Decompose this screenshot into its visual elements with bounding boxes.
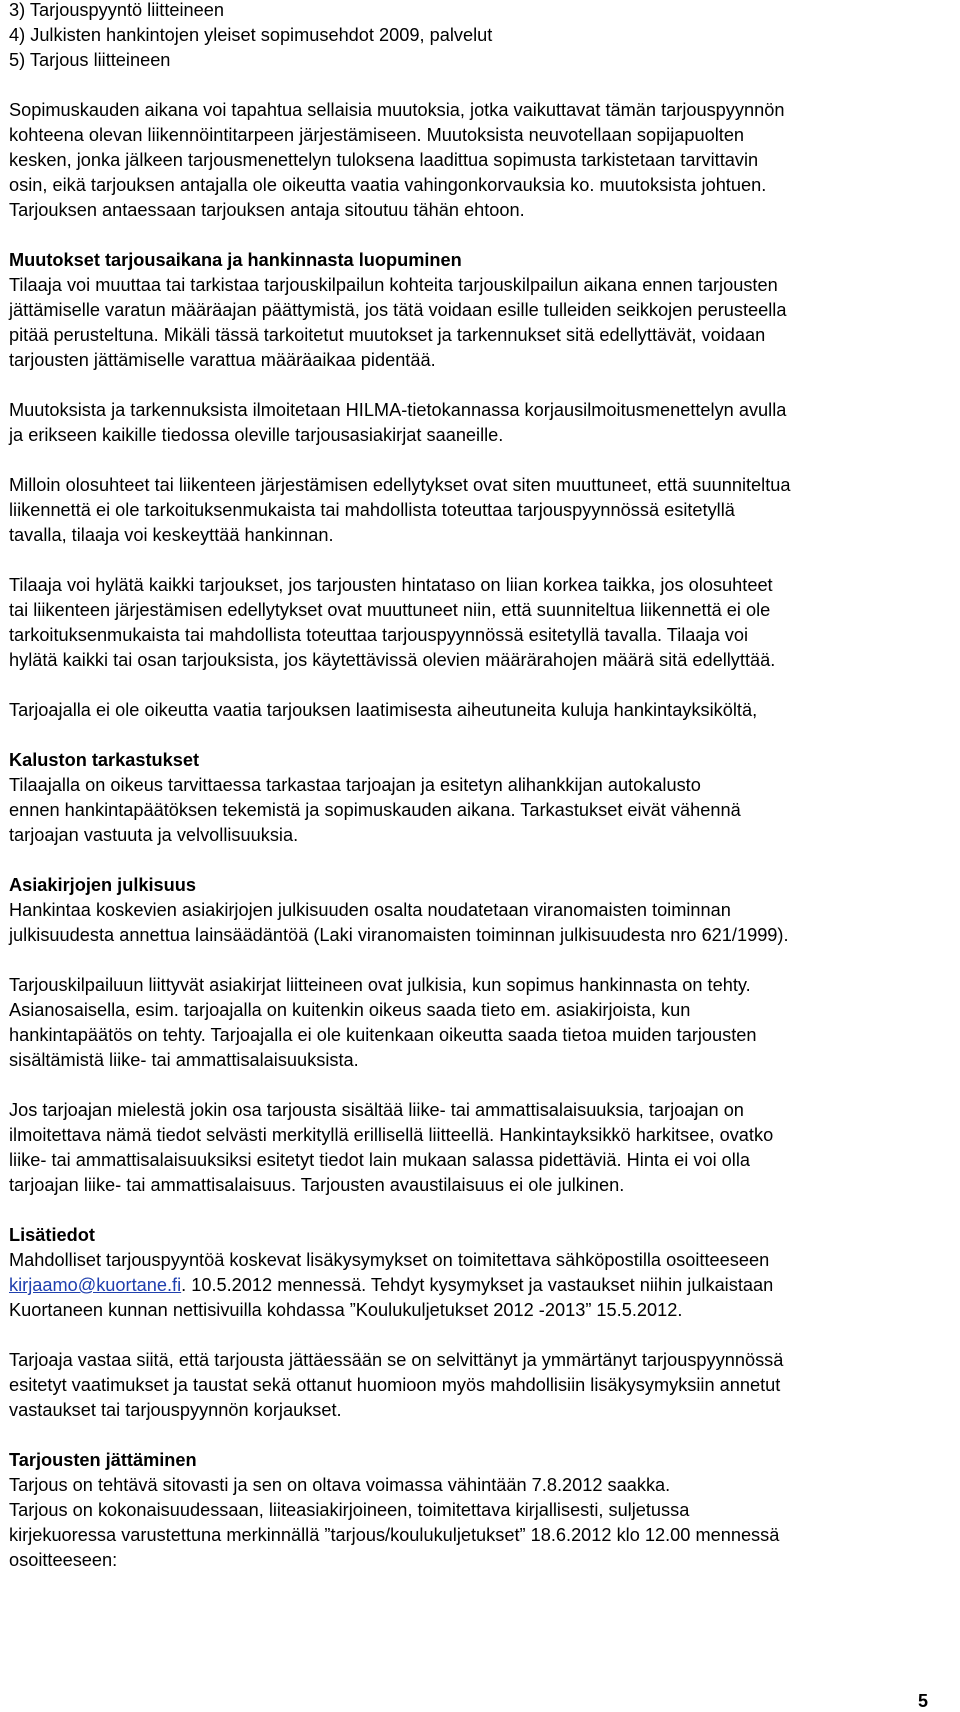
text-line: pitää perusteltuna. Mikäli tässä tarkoitetut muutokset ja tarkennukset sitä edellyttävät, voidaan — [9, 325, 766, 345]
text-line — [9, 1273, 955, 1298]
section-publicity — [9, 873, 955, 1198]
text-line: Tarjoajalla ei ole oikeutta vaatia tarjouksen laatimisesta aiheutuneita kuluja hankintayksiköltä, — [9, 700, 758, 720]
text-line: tarjoajan liike- tai ammattisalaisuus. Tarjousten avaustilaisuus ei ole julkinen. — [9, 1175, 625, 1195]
text-line: Mahdolliset tarjouspyyntöä koskevat lisäkysymykset on toimitettava sähköpostilla osoitteeseen — [9, 1250, 770, 1270]
spacer — [9, 1423, 955, 1448]
spacer — [9, 948, 955, 973]
text-line: Tarjoaja vastaa siitä, että tarjousta jättäessään se on selvittänyt ja ymmärtänyt tarjouspyynnössä — [9, 1350, 784, 1370]
section-heading: Tarjousten jättäminen — [9, 1450, 197, 1470]
spacer — [9, 448, 955, 473]
text-line: Tarjouskilpailuun liittyvät asiakirjat liitteineen ovat julkisia, kun sopimus hankinnasta on tehty. — [9, 975, 751, 995]
section-submission — [9, 1448, 955, 1573]
text-line: ennen hankintapäätöksen tekemistä ja sopimuskauden aikana. Tarkastukset eivät vähennä — [9, 800, 741, 820]
text-line: jättämiselle varatun määräajan päättymistä, jos tätä voidaan esille tulleiden seikkojen perusteella — [9, 300, 787, 320]
text-line: osoitteeseen: — [9, 1550, 118, 1570]
section-heading: Muutokset tarjousaikana ja hankinnasta luopuminen — [9, 250, 462, 270]
spacer — [9, 548, 955, 573]
spacer — [9, 673, 955, 698]
section-info — [9, 1223, 955, 1423]
page-number: 5 — [918, 1691, 929, 1711]
text-line: Jos tarjoajan mielestä jokin osa tarjousta sisältää liike- tai ammattisalaisuuksia, tarjoajan on — [9, 1100, 744, 1120]
text-line: ja erikseen kaikille tiedossa oleville tarjousasiakirjat saaneille. — [9, 425, 504, 445]
text-line: Tarjouksen antaessaan tarjouksen antaja sitoutuu tähän ehtoon. — [9, 200, 525, 220]
text-line: liikennettä ei ole tarkoituksenmukaista tai mahdollista toteuttaa tarjouspyynnössä esitetyllä — [9, 500, 735, 520]
text-line: ilmoitettava nämä tiedot selvästi merkityllä erillisellä liitteellä. Hankintayksikkö harkitsee, ovatko — [9, 1125, 774, 1145]
section-heading: Lisätiedot — [9, 1225, 95, 1245]
list-item: 3) Tarjouspyyntö liitteineen — [9, 0, 225, 20]
text-line: osin, eikä tarjouksen antajalla ole oikeutta vaatia vahingonkorvauksia ko. muutoksista johtuen. — [9, 175, 767, 195]
text-line: Sopimuskauden aikana voi tapahtua sellaisia muutoksia, jotka vaikuttavat tämän tarjouspyynnön — [9, 100, 785, 120]
spacer — [9, 1323, 955, 1348]
text-line: Hankintaa koskevien asiakirjojen julkisuuden osalta noudatetaan viranomaisten toiminnan — [9, 900, 731, 920]
text-line: hylätä kaikki tai osan tarjouksista, jos käytettävissä olevien määrärahojen määrä sitä edellyttää. — [9, 650, 776, 670]
spacer — [9, 73, 955, 98]
section-changes — [9, 248, 955, 723]
text-line: vastaukset tai tarjouspyynnön korjaukset. — [9, 1400, 342, 1420]
document-body — [9, 0, 955, 1573]
text-line: Tilaaja voi hylätä kaikki tarjoukset, jos tarjousten hintataso on liian korkea taikka, jos olosuhteet — [9, 575, 773, 595]
section-inspection — [9, 748, 955, 848]
text-line: Milloin olosuhteet tai liikenteen järjestämisen edellytykset ovat siten muuttuneet, että suunniteltua — [9, 475, 791, 495]
attachment-list — [9, 0, 955, 73]
paragraph-contract-changes — [9, 98, 955, 223]
text-line: Tilaajalla on oikeus tarvittaessa tarkastaa tarjoajan ja esitetyn alihankkijan autokalusto — [9, 775, 701, 795]
text-line: tai liikenteen järjestämisen edellytykset ovat muuttuneet niin, että suunniteltua liikennettä ei ole — [9, 600, 771, 620]
text-line: Muutoksista ja tarkennuksista ilmoitetaan HILMA-tietokannassa korjausilmoitusmenettelyn avulla — [9, 400, 787, 420]
list-item: 4) Julkisten hankintojen yleiset sopimusehdot 2009, palvelut — [9, 25, 493, 45]
spacer — [9, 1073, 955, 1098]
text-line: liike- tai ammattisalaisuuksiksi esitetyt tiedot lain mukaan salassa pidettäviä. Hinta ei voi olla — [9, 1150, 750, 1170]
text-line: hankintapäätös on tehty. Tarjoajalla ei ole kuitenkaan oikeutta saada tietoa muiden tarjousten — [9, 1025, 757, 1045]
spacer — [9, 373, 955, 398]
list-item: 5) Tarjous liitteineen — [9, 50, 171, 70]
spacer — [9, 723, 955, 748]
text-line: tarjoajan vastuuta ja velvollisuuksia. — [9, 825, 299, 845]
text-line: Asianosaisella, esim. tarjoajalla on kuitenkin oikeus saada tieto em. asiakirjoista, kun — [9, 1000, 691, 1020]
section-heading: Kaluston tarkastukset — [9, 750, 200, 770]
text-line: tavalla, tilaaja voi keskeyttää hankinnan. — [9, 525, 334, 545]
text-line: kesken, jonka jälkeen tarjousmenettelyn tuloksena laadittua sopimusta tarkistetaan tarvittavin — [9, 150, 759, 170]
spacer — [9, 848, 955, 873]
text-line: julkisuudesta annettua lainsäädäntöä (Laki viranomaisten toiminnan julkisuudesta nro 621/1999). — [9, 925, 789, 945]
text-line: Tilaaja voi muuttaa tai tarkistaa tarjouskilpailun kohteita tarjouskilpailun aikana ennen tarjousten — [9, 275, 778, 295]
spacer — [9, 1198, 955, 1223]
text-line: esitetyt vaatimukset ja taustat sekä ottanut huomioon myös mahdollisiin lisäkysymyksiin annetut — [9, 1375, 781, 1395]
text-line: sisältämistä liike- tai ammattisalaisuuksista. — [9, 1050, 359, 1070]
text-line: tarjousten jättämiselle varattua määräaikaa pidentää. — [9, 350, 436, 370]
text-line: Tarjous on kokonaisuudessaan, liiteasiakirjoineen, toimitettava kirjallisesti, suljetussa — [9, 1500, 690, 1520]
text-fragment: . 10.5.2012 mennessä. Tehdyt kysymykset ja vastaukset niihin julkaistaan — [181, 1275, 774, 1295]
text-line: Tarjous on tehtävä sitovasti ja sen on oltava voimassa vähintään 7.8.2012 saakka. — [9, 1475, 671, 1495]
text-line: tarkoituksenmukaista tai mahdollista toteuttaa tarjouspyynnössä esitetyllä tavalla. Tilaaja voi — [9, 625, 748, 645]
section-heading: Asiakirjojen julkisuus — [9, 875, 196, 895]
text-line: kirjekuoressa varustettuna merkinnällä ”tarjous/koulukuljetukset” 18.6.2012 klo 12.00 mennessä — [9, 1525, 780, 1545]
text-line: Kuortaneen kunnan nettisivuilla kohdassa ”Koulukuljetukset 2012 -2013” 15.5.2012. — [9, 1300, 683, 1320]
spacer — [9, 223, 955, 248]
email-link[interactable]: kirjaamo@kuortane.fi — [9, 1275, 182, 1295]
text-line: kohteena olevan liikennöintitarpeen järjestämiseen. Muutoksista neuvotellaan sopijapuolten — [9, 125, 745, 145]
